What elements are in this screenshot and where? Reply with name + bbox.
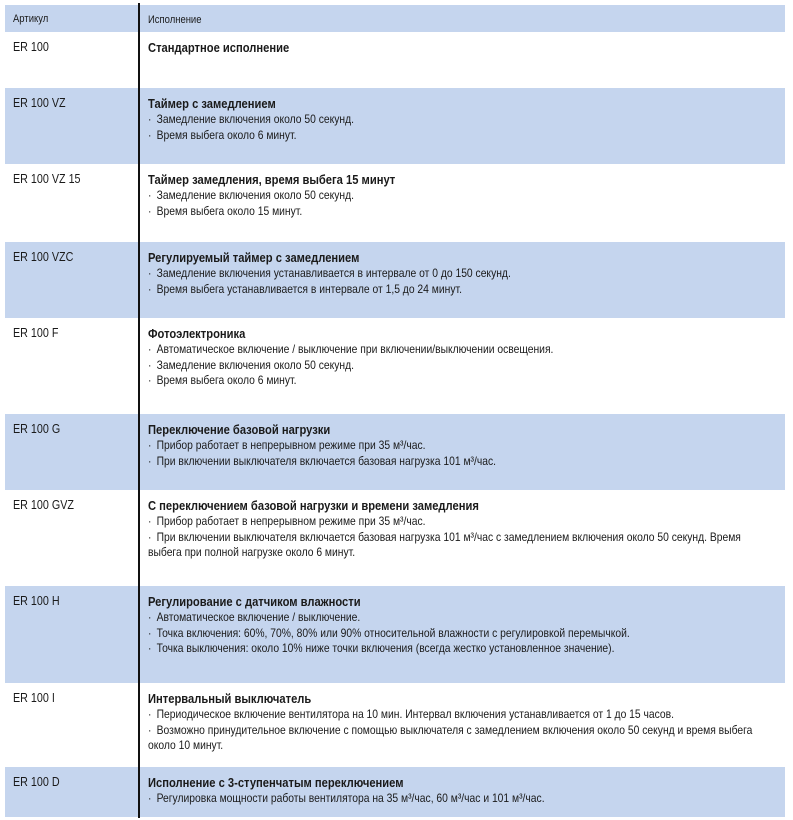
bullet-item xyxy=(148,707,767,723)
article-code: ER 100 GVZ xyxy=(13,498,74,512)
design-title: С переключением базовой нагрузки и времени замедления xyxy=(148,498,479,513)
bullet-text: Автоматическое включение / выключение при включении/выключении освещения. xyxy=(156,342,554,356)
bullet-icon: · xyxy=(148,641,152,655)
bullet-text: Периодическое включение вентилятора на 10 мин. Интервал включения устанавливается от 1 до 15 часов. xyxy=(156,707,675,721)
design-description xyxy=(148,594,767,657)
table-row xyxy=(5,414,785,490)
bullet-icon: · xyxy=(148,514,152,528)
bullet-item xyxy=(148,188,767,204)
article-code: ER 100 xyxy=(13,40,49,54)
bullet-text: При включении выключателя включается базовая нагрузка 101 м³/час. xyxy=(156,453,496,468)
design-title: Фотоэлектроника xyxy=(148,326,246,341)
table-row xyxy=(5,32,785,88)
bullet-item xyxy=(148,373,767,389)
bullet-item xyxy=(148,641,767,657)
bullet-icon: · xyxy=(148,112,152,126)
article-code: ER 100 VZ xyxy=(13,96,66,110)
bullet-icon: · xyxy=(148,438,152,452)
bullet-item xyxy=(148,514,767,530)
bullet-item xyxy=(148,342,767,358)
design-description xyxy=(148,40,767,56)
bullet-icon: · xyxy=(148,281,152,296)
bullet-item xyxy=(148,204,767,220)
bullet-icon: · xyxy=(148,357,152,372)
bullet-icon: · xyxy=(148,188,152,202)
bullet-text: Время выбега устанавливается в интервале от 1,5 до 24 минут. xyxy=(156,281,462,296)
bullet-icon: · xyxy=(148,529,152,544)
article-code: ER 100 VZC xyxy=(13,250,74,264)
bullet-item xyxy=(148,358,767,374)
table-row xyxy=(5,683,785,767)
design-title: Исполнение с 3-ступенчатым переключением xyxy=(148,775,404,790)
design-title: Таймер с замедлением xyxy=(148,96,276,111)
design-description xyxy=(148,422,767,469)
bullet-text: Прибор работает в непрерывном режиме при 35 м³/час. xyxy=(156,514,426,528)
bullet-item xyxy=(148,454,767,470)
design-description xyxy=(148,691,767,754)
bullet-item xyxy=(148,438,767,454)
article-code: ER 100 H xyxy=(13,594,60,608)
bullet-text: Регулировка мощности работы вентилятора на 35 м³/час, 60 м³/час и 101 м³/час. xyxy=(156,791,545,805)
design-description xyxy=(148,498,767,561)
bullet-text: Время выбега около 15 минут. xyxy=(156,203,303,218)
bullet-item xyxy=(148,282,767,298)
bullet-text: Замедление включения около 50 секунд. xyxy=(156,112,354,126)
table-row xyxy=(5,242,785,318)
design-description xyxy=(148,775,767,807)
table-row xyxy=(5,88,785,164)
bullet-icon: · xyxy=(148,707,152,721)
bullet-icon: · xyxy=(148,342,152,356)
bullet-text: Прибор работает в непрерывном режиме при 35 м³/час. xyxy=(156,438,426,452)
bullet-text: Замедление включения устанавливается в интервале от 0 до 150 секунд. xyxy=(156,266,511,280)
column-divider xyxy=(138,3,140,818)
bullet-text: Замедление включения около 50 секунд. xyxy=(156,357,354,372)
bullet-icon: · xyxy=(148,625,152,640)
table-row xyxy=(5,318,785,414)
design-description xyxy=(148,250,767,297)
bullet-text: Точка выключения: около 10% ниже точки включения (всегда жестко установленное значение). xyxy=(156,641,615,655)
bullet-icon: · xyxy=(148,722,152,737)
bullet-item xyxy=(148,791,767,807)
table-header xyxy=(5,5,785,32)
article-code: ER 100 D xyxy=(13,775,60,789)
article-code: ER 100 G xyxy=(13,422,61,436)
design-title: Регулируемый таймер с замедлением xyxy=(148,250,360,265)
header-article: Артикул xyxy=(13,13,49,25)
bullet-text: Возможно принудительное включение с помощью выключателя с замедлением включения около 50 секунд и время выбега около 10 минут. xyxy=(148,722,753,752)
design-description xyxy=(148,326,767,389)
bullet-text: Время выбега около 6 минут. xyxy=(156,127,297,142)
bullet-icon: · xyxy=(148,373,152,387)
design-title: Таймер замедления, время выбега 15 минут xyxy=(148,172,396,187)
bullet-text: Замедление включения около 50 секунд. xyxy=(156,188,354,202)
bullet-text: Точка включения: 60%, 70%, 80% или 90% относительной влажности с регулировкой перемычкой. xyxy=(156,625,630,640)
article-code: ER 100 F xyxy=(13,326,59,340)
bullet-icon: · xyxy=(148,127,152,142)
table-row xyxy=(5,586,785,683)
design-title: Интервальный выключатель xyxy=(148,691,312,706)
bullet-icon: · xyxy=(148,203,152,218)
bullet-text: Время выбега около 6 минут. xyxy=(156,373,297,387)
bullet-item xyxy=(148,723,767,754)
table-row xyxy=(5,164,785,242)
article-code: ER 100 I xyxy=(13,691,55,705)
bullet-icon: · xyxy=(148,453,152,468)
bullet-text: Автоматическое включение / выключение. xyxy=(156,610,361,624)
table-row xyxy=(5,490,785,586)
design-title: Регулирование с датчиком влажности xyxy=(148,594,361,609)
bullet-icon: · xyxy=(148,266,152,280)
design-title: Переключение базовой нагрузки xyxy=(148,422,331,437)
bullet-icon: · xyxy=(148,610,152,624)
bullet-item xyxy=(148,112,767,128)
design-description xyxy=(148,172,767,219)
bullet-item xyxy=(148,530,767,561)
bullet-text: При включении выключателя включается базовая нагрузка 101 м³/час с замедлением включения около 50 секунд. Время выбега при полной нагрузке около 6 минут. xyxy=(148,529,741,559)
bullet-item xyxy=(148,266,767,282)
bullet-icon: · xyxy=(148,791,152,805)
bullet-item xyxy=(148,128,767,144)
design-title: Стандартное исполнение xyxy=(148,40,290,55)
bullet-item xyxy=(148,626,767,642)
article-code: ER 100 VZ 15 xyxy=(13,172,81,186)
header-design: Исполнение xyxy=(148,14,202,26)
table-row xyxy=(5,767,785,817)
bullet-item xyxy=(148,610,767,626)
design-description xyxy=(148,96,767,143)
